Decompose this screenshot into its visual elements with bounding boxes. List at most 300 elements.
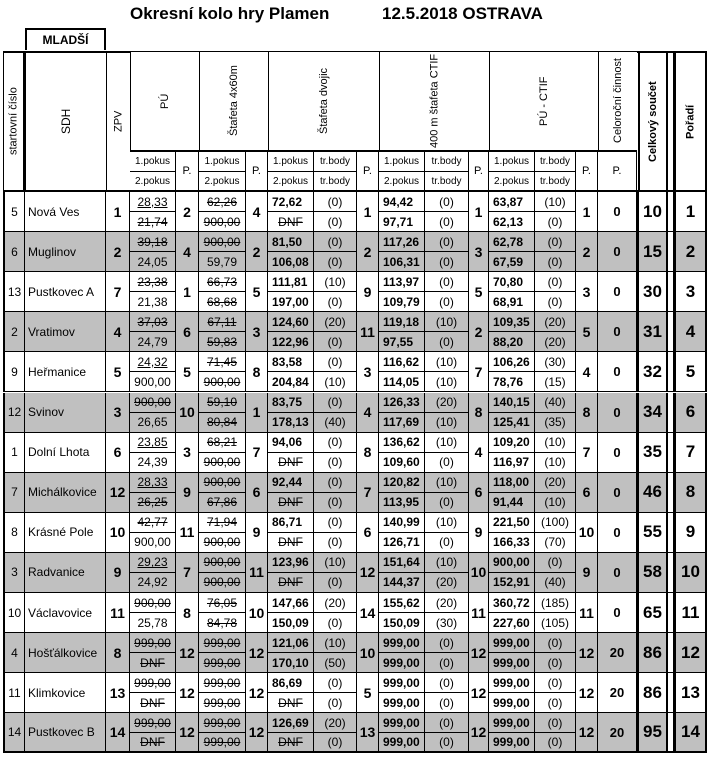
row-pc-pokus2: 999,00	[489, 653, 535, 673]
row-pc-pokus1: 999,00	[489, 713, 535, 733]
row-dv-pokus2: 122,96	[268, 332, 314, 352]
row-dv-pokus1: 121,06	[268, 633, 314, 653]
row-poradi: 12	[674, 633, 707, 673]
row-start-number: 7	[3, 473, 25, 513]
row-pu-pokus1: 28,33	[130, 473, 176, 493]
row-ct-trbody2: (20)	[425, 573, 469, 593]
row-st-pokus2: 900,00	[199, 372, 246, 392]
row-st-pokus2: 59,79	[199, 252, 246, 272]
header-pu-p: P.	[176, 152, 199, 192]
row-start-number: 11	[3, 673, 25, 713]
row-celorocni: 0	[598, 473, 637, 513]
row-celorocni: 0	[598, 232, 637, 272]
row-sdh-name: Muglinov	[25, 232, 106, 272]
row-pu-pokus1: 39,18	[130, 232, 176, 252]
row-sdh-name: Heřmanice	[25, 352, 106, 392]
row-dv-pokus1: 92,44	[268, 473, 314, 493]
row-celorocni: 0	[598, 312, 637, 352]
row-ct-pokus2: 150,09	[379, 613, 425, 633]
row-dv-points: 4	[357, 393, 379, 433]
row-dv-pokus1: 86,69	[268, 673, 314, 693]
row-st-points: 6	[246, 473, 268, 513]
row-pc-pokus2: 68,91	[489, 292, 535, 312]
row-st-pokus1: 68,21	[199, 433, 246, 453]
row-pc-pokus2: 78,76	[489, 372, 535, 392]
row-ct-trbody2: (0)	[425, 252, 469, 272]
row-st-pokus1: 900,00	[199, 473, 246, 493]
row-pc-pokus2: 166,33	[489, 533, 535, 553]
row-ct-trbody2: (0)	[425, 493, 469, 513]
row-pc-trbody2: (10)	[535, 453, 576, 473]
row-st-points: 4	[246, 192, 268, 232]
header-pu-ctif-trbody2: tr.body	[535, 172, 576, 192]
row-poradi: 6	[674, 393, 707, 433]
row-ct-trbody2: (10)	[425, 413, 469, 433]
row-pu-pokus2: 24,79	[130, 332, 176, 352]
row-ct-trbody2: (0)	[425, 733, 469, 753]
header-stafeta-dvojic-pokus2: 2.pokus	[268, 172, 314, 192]
row-dv-trbody1: (20)	[314, 312, 357, 332]
row-pu-pokus1: 900,00	[130, 393, 176, 413]
row-pc-trbody1: (0)	[535, 713, 576, 733]
row-pc-pokus2: 227,60	[489, 613, 535, 633]
row-pu-points: 1	[176, 272, 199, 312]
row-zpv: 13	[106, 673, 130, 713]
row-poradi: 1	[674, 192, 707, 232]
row-dv-trbody1: (0)	[314, 352, 357, 372]
header-celorocni: Celoroční činnost	[598, 51, 637, 152]
header-stafeta-dvojic: Štafeta dvojic	[268, 51, 379, 152]
row-dv-pokus2: DNF	[268, 212, 314, 232]
header-pu: PÚ	[130, 51, 199, 152]
row-ct-pokus2: 106,31	[379, 252, 425, 272]
row-st-pokus1: 71,94	[199, 513, 246, 533]
row-ct-points: 7	[469, 352, 489, 392]
row-pu-pokus2: 26,25	[130, 493, 176, 513]
row-zpv: 10	[106, 513, 130, 553]
header-stafeta-400-ctif-trbody1: tr.body	[425, 152, 469, 172]
row-pu-pokus1: 900,00	[130, 593, 176, 613]
row-st-points: 5	[246, 272, 268, 312]
header-stafeta-dvojic-pokus1: 1.pokus	[268, 152, 314, 172]
row-zpv: 9	[106, 553, 130, 593]
header-celkovy-soucet: Celkový součet	[638, 51, 668, 192]
row-zpv: 4	[106, 312, 130, 352]
row-dv-trbody2: (0)	[314, 733, 357, 753]
header-stafeta-dvojic-p: P.	[357, 152, 379, 192]
row-pu-points: 5	[176, 352, 199, 392]
row-celorocni: 0	[598, 393, 637, 433]
row-ct-pokus1: 999,00	[379, 673, 425, 693]
row-celorocni: 0	[598, 593, 637, 633]
row-ct-points: 12	[469, 713, 489, 753]
row-start-number: 5	[3, 192, 25, 232]
row-dv-trbody2: (0)	[314, 332, 357, 352]
row-celorocni: 0	[598, 352, 637, 392]
row-dv-points: 3	[357, 352, 379, 392]
row-pc-pokus1: 118,00	[489, 473, 535, 493]
row-pc-trbody2: (10)	[535, 493, 576, 513]
row-poradi: 2	[674, 232, 707, 272]
row-pu-points: 2	[176, 192, 199, 232]
row-pc-points: 3	[576, 272, 598, 312]
row-pc-trbody1: (0)	[535, 232, 576, 252]
row-pu-pokus2: 24,92	[130, 573, 176, 593]
row-pc-pokus2: 999,00	[489, 693, 535, 713]
row-sdh-name: Krásné Pole	[25, 513, 106, 553]
row-ct-points: 1	[469, 192, 489, 232]
row-zpv: 2	[106, 232, 130, 272]
row-ct-pokus2: 97,55	[379, 332, 425, 352]
row-ct-pokus1: 151,64	[379, 553, 425, 573]
row-pu-pokus1: 24,32	[130, 352, 176, 372]
row-pc-pokus2: 116,97	[489, 453, 535, 473]
row-pu-pokus1: 42,77	[130, 513, 176, 533]
row-dv-points: 2	[357, 232, 379, 272]
row-pc-pokus2: 152,91	[489, 573, 535, 593]
row-sdh-name: Michálkovice	[25, 473, 106, 513]
row-ct-trbody1: (10)	[425, 513, 469, 533]
row-st-pokus1: 999,00	[199, 633, 246, 653]
row-celkovy-soucet: 86	[637, 633, 668, 673]
row-ct-points: 9	[469, 513, 489, 553]
row-celorocni: 0	[598, 553, 637, 593]
row-dv-trbody2: (0)	[314, 212, 357, 232]
row-pc-pokus1: 221,50	[489, 513, 535, 533]
row-ct-points: 3	[469, 232, 489, 272]
row-dv-points: 14	[357, 593, 379, 633]
row-pc-pokus2: 62,13	[489, 212, 535, 232]
row-ct-points: 8	[469, 393, 489, 433]
row-dv-pokus2: 197,00	[268, 292, 314, 312]
row-celkovy-soucet: 15	[637, 232, 668, 272]
header-pu-pokus2: 2.pokus	[130, 172, 176, 192]
row-zpv: 6	[106, 433, 130, 473]
row-pc-pokus1: 999,00	[489, 673, 535, 693]
row-st-pokus1: 999,00	[199, 713, 246, 733]
row-ct-pokus2: 126,71	[379, 533, 425, 553]
row-ct-pokus2: 144,37	[379, 573, 425, 593]
row-poradi: 14	[674, 713, 707, 753]
row-dv-trbody2: (0)	[314, 533, 357, 553]
row-pc-pokus2: 999,00	[489, 733, 535, 753]
row-dv-points: 12	[357, 553, 379, 593]
row-dv-trbody1: (10)	[314, 633, 357, 653]
row-st-pokus2: 59,83	[199, 332, 246, 352]
row-ct-trbody2: (10)	[425, 372, 469, 392]
row-celorocni: 0	[598, 433, 637, 473]
row-pc-pokus1: 109,20	[489, 433, 535, 453]
row-ct-pokus2: 109,79	[379, 292, 425, 312]
row-ct-pokus2: 999,00	[379, 693, 425, 713]
row-st-points: 12	[246, 713, 268, 753]
row-pu-pokus2: 900,00	[130, 372, 176, 392]
row-pc-trbody2: (0)	[535, 653, 576, 673]
header-zpv: ZPV	[106, 51, 130, 192]
row-st-pokus2: 999,00	[199, 733, 246, 753]
row-ct-points: 12	[469, 633, 489, 673]
row-pc-pokus1: 140,15	[489, 393, 535, 413]
row-sdh-name: Dolní Lhota	[25, 433, 106, 473]
row-st-pokus2: 80,84	[199, 413, 246, 433]
row-dv-points: 9	[357, 272, 379, 312]
row-dv-trbody2: (50)	[314, 653, 357, 673]
row-dv-trbody2: (0)	[314, 292, 357, 312]
header-stafeta-4x60-p: P.	[246, 152, 268, 192]
row-st-pokus1: 900,00	[199, 232, 246, 252]
row-dv-trbody2: (0)	[314, 573, 357, 593]
row-celorocni: 20	[598, 713, 637, 753]
row-dv-pokus1: 123,96	[268, 553, 314, 573]
row-ct-trbody1: (0)	[425, 633, 469, 653]
row-pu-pokus1: 23,85	[130, 433, 176, 453]
row-poradi: 5	[674, 352, 707, 392]
row-pc-trbody1: (10)	[535, 192, 576, 212]
row-pu-pokus2: 24,39	[130, 453, 176, 473]
row-dv-trbody1: (0)	[314, 393, 357, 413]
row-celorocni: 0	[598, 513, 637, 553]
row-dv-pokus1: 81,50	[268, 232, 314, 252]
row-ct-pokus1: 119,18	[379, 312, 425, 332]
row-ct-pokus2: 114,05	[379, 372, 425, 392]
row-ct-trbody2: (0)	[425, 212, 469, 232]
row-pc-pokus2: 91,44	[489, 493, 535, 513]
row-celkovy-soucet: 31	[637, 312, 668, 352]
row-pc-points: 4	[576, 352, 598, 392]
row-ct-pokus2: 999,00	[379, 653, 425, 673]
row-sdh-name: Nová Ves	[25, 192, 106, 232]
row-poradi: 11	[674, 593, 707, 633]
row-pc-pokus1: 900,00	[489, 553, 535, 573]
header-stafeta-4x60-pokus2: 2.pokus	[199, 172, 246, 192]
row-start-number: 12	[3, 393, 25, 433]
row-poradi: 3	[674, 272, 707, 312]
row-ct-points: 5	[469, 272, 489, 312]
row-start-number: 14	[3, 713, 25, 753]
row-dv-trbody2: (0)	[314, 693, 357, 713]
row-sdh-name: Pustkovec A	[25, 272, 106, 312]
header-pu-ctif: PÚ - CTIF	[489, 51, 598, 152]
row-pc-trbody1: (40)	[535, 393, 576, 413]
row-dv-points: 8	[357, 433, 379, 473]
row-ct-trbody2: (0)	[425, 653, 469, 673]
row-pc-trbody1: (0)	[535, 553, 576, 573]
row-celkovy-soucet: 86	[637, 673, 668, 713]
row-poradi: 10	[674, 553, 707, 593]
row-dv-trbody1: (0)	[314, 673, 357, 693]
row-ct-points: 4	[469, 433, 489, 473]
row-dv-trbody1: (20)	[314, 713, 357, 733]
row-ct-pokus1: 94,42	[379, 192, 425, 212]
row-pu-points: 12	[176, 633, 199, 673]
row-dv-points: 1	[357, 192, 379, 232]
row-celkovy-soucet: 95	[637, 713, 668, 753]
row-pc-points: 12	[576, 633, 598, 673]
row-st-pokus2: 68,68	[199, 292, 246, 312]
row-pc-trbody1: (20)	[535, 312, 576, 332]
row-st-pokus1: 71,45	[199, 352, 246, 372]
row-dv-points: 7	[357, 473, 379, 513]
row-start-number: 4	[3, 633, 25, 673]
row-ct-pokus2: 117,69	[379, 413, 425, 433]
row-pu-pokus2: 900,00	[130, 533, 176, 553]
row-dv-pokus1: 94,06	[268, 433, 314, 453]
row-dv-pokus1: 86,71	[268, 513, 314, 533]
row-pu-pokus2: 24,05	[130, 252, 176, 272]
row-start-number: 1	[3, 433, 25, 473]
row-pu-points: 9	[176, 473, 199, 513]
row-st-points: 10	[246, 593, 268, 633]
row-ct-trbody2: (30)	[425, 613, 469, 633]
header-pu-ctif-trbody1: tr.body	[535, 152, 576, 172]
row-dv-pokus2: DNF	[268, 733, 314, 753]
row-pu-pokus2: DNF	[130, 733, 176, 753]
row-pu-pokus2: 26,65	[130, 413, 176, 433]
row-ct-trbody1: (10)	[425, 312, 469, 332]
row-pc-pokus1: 63,87	[489, 192, 535, 212]
row-celkovy-soucet: 65	[637, 593, 668, 633]
row-zpv: 3	[106, 393, 130, 433]
row-ct-trbody2: (0)	[425, 693, 469, 713]
row-poradi: 13	[674, 673, 707, 713]
row-start-number: 8	[3, 513, 25, 553]
row-st-pokus1: 59,10	[199, 393, 246, 413]
row-ct-trbody2: (0)	[425, 332, 469, 352]
row-st-pokus2: 999,00	[199, 693, 246, 713]
row-ct-points: 12	[469, 673, 489, 713]
row-dv-pokus1: 83,58	[268, 352, 314, 372]
row-pu-pokus2: 25,78	[130, 613, 176, 633]
row-ct-points: 2	[469, 312, 489, 352]
row-dv-trbody2: (0)	[314, 453, 357, 473]
row-start-number: 3	[3, 553, 25, 593]
row-pc-pokus2: 125,41	[489, 413, 535, 433]
row-dv-pokus1: 111,81	[268, 272, 314, 292]
header-stafeta-dvojic-trbody2: tr.body	[314, 172, 357, 192]
row-pu-pokus1: 23,38	[130, 272, 176, 292]
header-pu-ctif-pokus2: 2.pokus	[489, 172, 535, 192]
header-poradi: Pořadí	[674, 51, 707, 192]
row-pu-points: 11	[176, 513, 199, 553]
row-pc-points: 8	[576, 393, 598, 433]
row-dv-points: 11	[357, 312, 379, 352]
row-pu-pokus1: 999,00	[130, 713, 176, 733]
row-dv-pokus1: 72,62	[268, 192, 314, 212]
row-dv-pokus2: 170,10	[268, 653, 314, 673]
row-ct-pokus1: 113,97	[379, 272, 425, 292]
row-st-points: 3	[246, 312, 268, 352]
row-dv-trbody2: (0)	[314, 252, 357, 272]
row-pc-trbody2: (105)	[535, 613, 576, 633]
row-sdh-name: Radvanice	[25, 553, 106, 593]
row-dv-pokus2: DNF	[268, 573, 314, 593]
row-poradi: 4	[674, 312, 707, 352]
row-pc-pokus1: 70,80	[489, 272, 535, 292]
header-pu-pokus1: 1.pokus	[130, 152, 176, 172]
row-dv-points: 5	[357, 673, 379, 713]
row-st-points: 11	[246, 553, 268, 593]
row-pc-trbody1: (0)	[535, 633, 576, 653]
row-pu-points: 10	[176, 393, 199, 433]
row-dv-trbody1: (0)	[314, 433, 357, 453]
row-pu-pokus2: DNF	[130, 653, 176, 673]
header-stafeta-400-ctif: 400 m štafeta CTIF	[379, 51, 489, 152]
row-pc-pokus1: 109,35	[489, 312, 535, 332]
row-zpv: 5	[106, 352, 130, 392]
row-st-pokus2: 999,00	[199, 653, 246, 673]
row-dv-pokus2: 106,08	[268, 252, 314, 272]
row-pu-pokus2: 21,74	[130, 212, 176, 232]
row-ct-points: 10	[469, 553, 489, 593]
row-pu-pokus1: 29,23	[130, 553, 176, 573]
row-celkovy-soucet: 58	[637, 553, 668, 593]
row-ct-trbody1: (10)	[425, 553, 469, 573]
row-dv-trbody1: (0)	[314, 513, 357, 533]
row-start-number: 10	[3, 593, 25, 633]
row-start-number: 13	[3, 272, 25, 312]
row-ct-trbody1: (0)	[425, 673, 469, 693]
row-ct-pokus1: 120,82	[379, 473, 425, 493]
row-celkovy-soucet: 32	[637, 352, 668, 392]
row-celorocni: 0	[598, 272, 637, 312]
row-dv-pokus1: 83,75	[268, 393, 314, 413]
row-ct-trbody2: (0)	[425, 292, 469, 312]
row-ct-trbody1: (10)	[425, 433, 469, 453]
row-dv-trbody1: (0)	[314, 192, 357, 212]
row-pc-points: 11	[576, 593, 598, 633]
row-dv-points: 6	[357, 513, 379, 553]
row-dv-trbody1: (10)	[314, 272, 357, 292]
row-celkovy-soucet: 30	[637, 272, 668, 312]
row-dv-pokus1: 126,69	[268, 713, 314, 733]
row-pc-trbody2: (0)	[535, 212, 576, 232]
header-stafeta-dvojic-trbody1: tr.body	[314, 152, 357, 172]
row-sdh-name: Václavovice	[25, 593, 106, 633]
category-label: MLADŠÍ	[25, 28, 106, 50]
header-pu-ctif-p: P.	[576, 152, 598, 192]
row-pc-trbody2: (15)	[535, 372, 576, 392]
row-zpv: 8	[106, 633, 130, 673]
header-celorocni-p: P.	[598, 152, 637, 192]
row-st-pokus2: 900,00	[199, 573, 246, 593]
row-dv-pokus1: 147,66	[268, 593, 314, 613]
row-ct-trbody1: (10)	[425, 352, 469, 372]
row-poradi: 7	[674, 433, 707, 473]
row-sdh-name: Pustkovec B	[25, 713, 106, 753]
row-dv-trbody2: (40)	[314, 413, 357, 433]
row-pc-points: 1	[576, 192, 598, 232]
row-celorocni: 0	[598, 192, 637, 232]
row-ct-trbody1: (0)	[425, 713, 469, 733]
row-start-number: 9	[3, 352, 25, 392]
row-st-pokus1: 76,05	[199, 593, 246, 613]
row-pc-trbody1: (0)	[535, 272, 576, 292]
row-sdh-name: Klimkovice	[25, 673, 106, 713]
row-dv-trbody1: (10)	[314, 553, 357, 573]
row-pc-points: 12	[576, 713, 598, 753]
row-pc-trbody1: (20)	[535, 473, 576, 493]
row-pc-trbody2: (0)	[535, 252, 576, 272]
row-pc-pokus1: 999,00	[489, 633, 535, 653]
row-pu-points: 8	[176, 593, 199, 633]
row-pc-points: 7	[576, 433, 598, 473]
row-ct-trbody1: (20)	[425, 593, 469, 613]
row-dv-trbody1: (0)	[314, 232, 357, 252]
row-st-points: 9	[246, 513, 268, 553]
row-ct-pokus2: 999,00	[379, 733, 425, 753]
row-sdh-name: Hošťálkovice	[25, 633, 106, 673]
row-poradi: 9	[674, 513, 707, 553]
